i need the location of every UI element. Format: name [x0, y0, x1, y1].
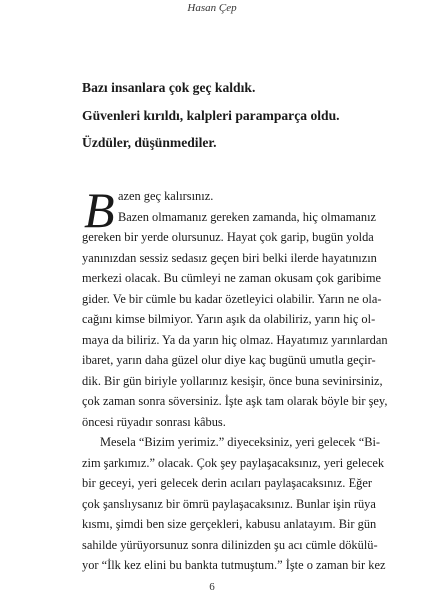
text-line: Mesela “Bizim yerimiz.” diyeceksiniz, yeri gelecek “Bi- — [100, 435, 381, 449]
epigraph — [82, 74, 382, 157]
text-line: kısmı, şimdi ben size gerçekleri, kabusu anlatayım. Bir gün — [82, 517, 377, 531]
epigraph-line: Bazı insanlara çok geç kaldık. — [82, 80, 256, 95]
text-line: çok şanslıysanız bir ömrü paylaşacaksınız. Bunlar işin rüya — [82, 496, 376, 511]
text-line: bir geceyi, yeri gelecek derin acıları paylaşacaksınız. Eğer — [82, 476, 372, 490]
text-line: sahilde yürüyorsunuz sonra dilinizden şu acı cümle dökülü- — [82, 537, 378, 552]
text-line: Bazen olmamanız gereken zamanda, hiç olmamanız — [118, 209, 377, 224]
running-header-author: Hasan Çep — [187, 2, 237, 14]
text-line: çok zaman sonra söversiniz. İşte aşk tam olarak böyle bir şey, — [82, 394, 388, 408]
text-line: gereken bir yerde olursunuz. Hayat çok garip, bugün yolda — [82, 230, 374, 244]
text-line: yanınızdan sessiz sedasız geçen biri belki ilerde hayatınızın — [82, 250, 377, 265]
epigraph-line: Üzdüler, düşünmediler. — [82, 135, 217, 150]
text-line: gider. Ve bir cümle bu kadar özetleyici olabilir. Yarın ne ola- — [82, 291, 382, 306]
text-line: maya da biliriz. Ya da yarın hiç olmaz. Hayatımız yarınlardan — [82, 332, 388, 347]
epigraph-line: Güvenleri kırıldı, kalpleri paramparça oldu. — [82, 107, 340, 123]
body-text — [82, 182, 388, 576]
text-line: ibaret, yarın daha güzel olur diye kaç bugünü umutla geçir- — [82, 353, 376, 367]
page-number: 6 — [209, 581, 215, 593]
text-line: zim şarkımız.” olacak. Çok şey paylaşacaksınız, yeri gelecek — [82, 455, 385, 470]
drop-cap: B — [84, 182, 115, 238]
text-line: dik. Bir gün biriyle yollarınız kesişir, önce buna sevinirsiniz, — [82, 373, 383, 388]
text-line: yor “İlk kez elini bu bankta tutmuştum.” İşte o zaman bir kez — [82, 558, 386, 572]
text-line: öncesi rüyadır sonrası kâbus. — [82, 414, 226, 429]
text-line: azen geç kalırsınız. — [118, 189, 214, 203]
text-line: merkezi olacak. Bu cümleyi ne zaman okusam çok garibime — [82, 271, 381, 285]
text-line: cağını kimse bilmiyor. Yarın aşık da olabiliriz, yarın hiç ol- — [82, 312, 376, 326]
